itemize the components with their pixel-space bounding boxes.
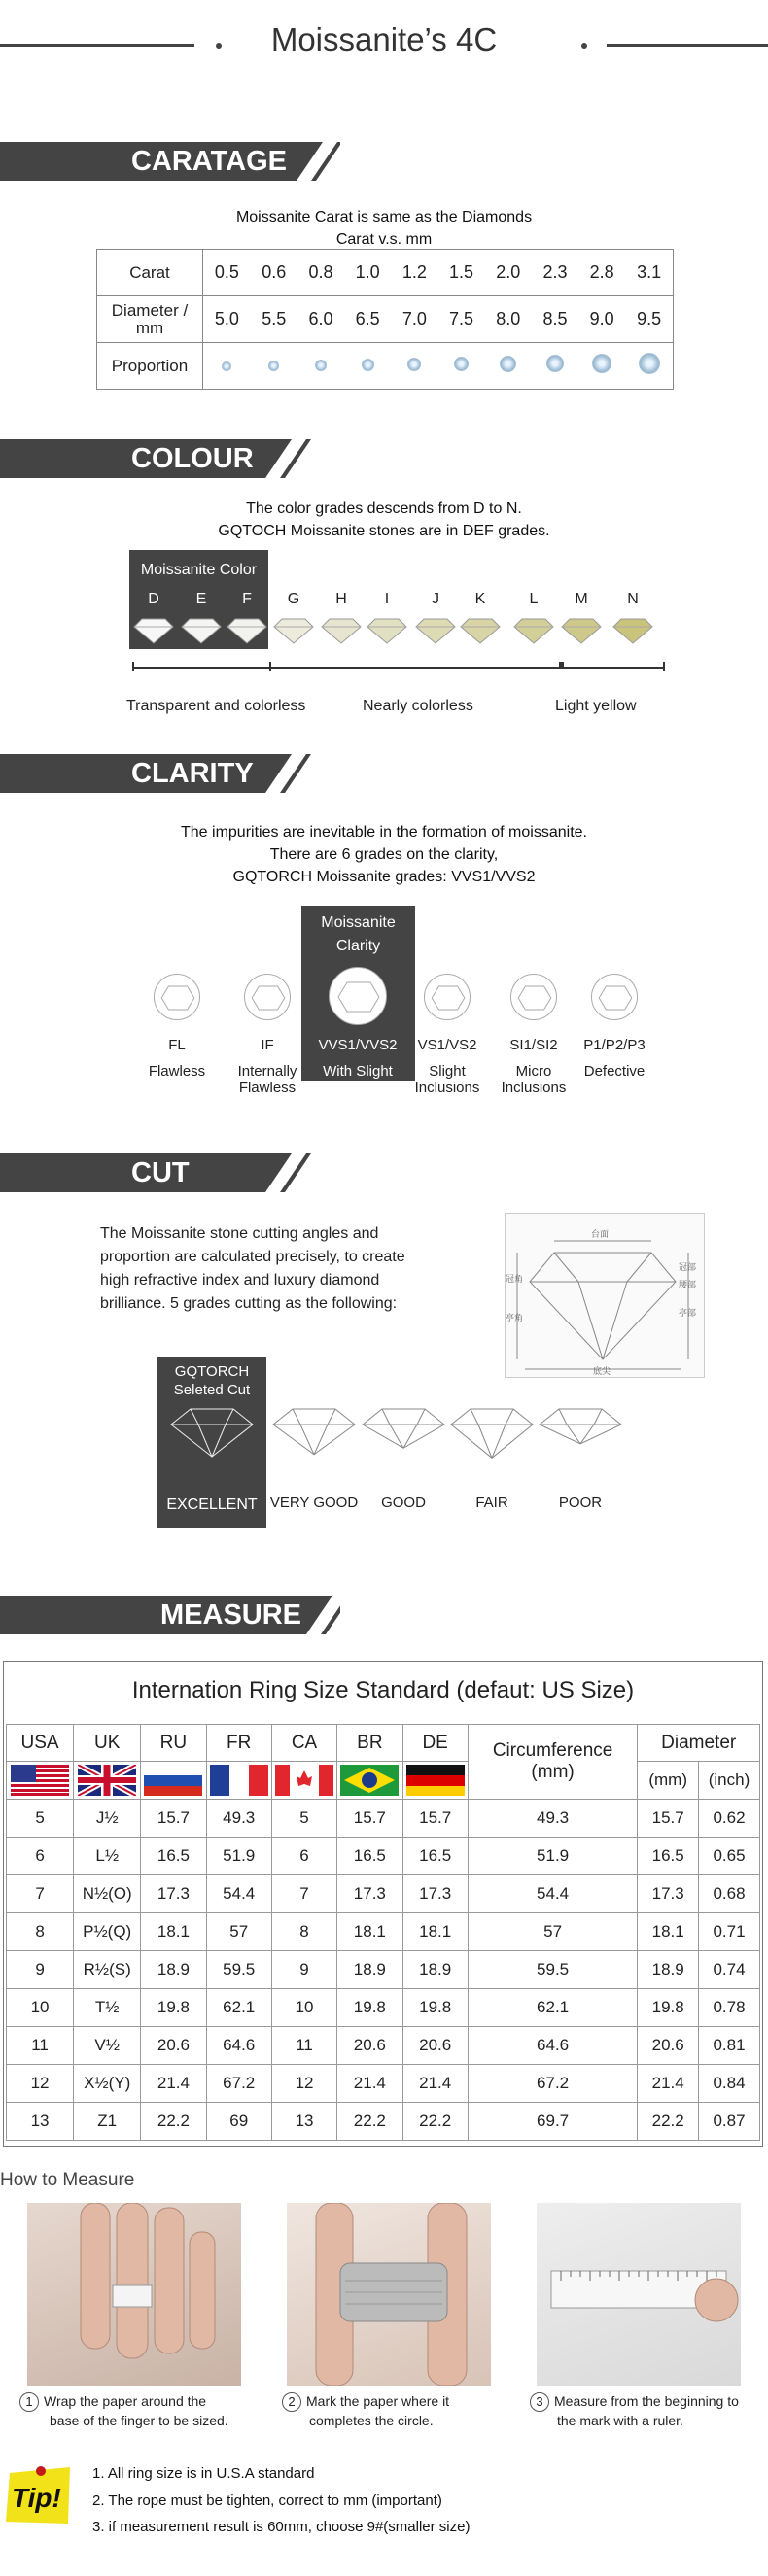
diameter-value: 6.5 (344, 296, 391, 343)
diameter-value: 7.5 (437, 296, 484, 343)
table-row (7, 2065, 760, 2103)
clarity-box-line1: Moissanite (321, 914, 396, 931)
tip-badge-label: Tip! (12, 2483, 61, 2513)
table-cell: 13 (271, 2103, 336, 2141)
table-cell: J½ (74, 1800, 141, 1838)
gem-icon (454, 357, 469, 371)
clarity-grade-desc: Flawless (238, 1080, 297, 1096)
table-cell: 10 (7, 1989, 74, 2027)
header-right-line (607, 44, 768, 47)
diamond-icon (512, 617, 555, 644)
cut-diamond-icon (449, 1407, 535, 1467)
diamond-icon (132, 617, 175, 644)
diameter-value: 9.0 (578, 296, 625, 343)
carat-value: 2.3 (532, 250, 578, 296)
carat-value: 0.6 (251, 250, 297, 296)
table-cell: 0.68 (699, 1875, 760, 1913)
gem-icon (268, 361, 279, 371)
carat-value: 1.5 (437, 250, 484, 296)
moissanite-clarity-label (301, 911, 415, 958)
table-cell: P½(Q) (74, 1913, 141, 1951)
scale-label-light-yellow: Light yellow (555, 698, 637, 714)
clarity-box-line2: Clarity (335, 938, 381, 954)
carat-value: 2.0 (485, 250, 532, 296)
color-grade-m: M (575, 591, 588, 607)
diagram-label-girdle: 腰部 (679, 1280, 697, 1289)
col-subheader-inch: (inch) (699, 1762, 760, 1800)
table-cell: N½(O) (74, 1875, 141, 1913)
table-cell: 0.74 (699, 1951, 760, 1989)
table-cell: 6 (7, 1838, 74, 1875)
color-grade-g: G (287, 591, 300, 607)
ring-size-table (6, 1724, 760, 2141)
clarity-diamond-icon (510, 974, 557, 1020)
table-cell: 51.9 (468, 1838, 638, 1875)
colour-intro-line1: The color grades descends from D to N. (246, 500, 522, 517)
table-row (7, 2027, 760, 2065)
table-cell: 18.9 (141, 1951, 206, 1989)
tip-badge (4, 2465, 74, 2527)
color-grade-e: E (195, 591, 207, 607)
diameter-value: 8.0 (485, 296, 532, 343)
table-cell: 16.5 (141, 1838, 206, 1875)
diameter-value: 5.5 (251, 296, 297, 343)
color-grade-k: K (474, 591, 486, 607)
table-cell: 9 (271, 1951, 336, 1989)
table-cell: 13 (7, 2103, 74, 2141)
color-grade-h: H (335, 591, 347, 607)
cut-grade-label: GOOD (381, 1494, 426, 1511)
table-cell: 18.1 (141, 1913, 206, 1951)
table-cell: 49.3 (468, 1800, 638, 1838)
proportion-row-label: Proportion (97, 343, 203, 390)
clarity-grade-desc: Flawless (148, 1063, 206, 1080)
scale-tick (269, 662, 271, 671)
cut-box-line2: Seleted Cut (173, 1382, 251, 1398)
cut-grade-label: FAIR (475, 1494, 508, 1511)
moissanite-color-label: Moissanite Color (140, 562, 258, 578)
clarity-grade-code: VVS1/VVS2 (318, 1037, 398, 1053)
cut-diamond-icon (361, 1407, 446, 1467)
gem-icon (639, 353, 660, 374)
photo-wrap-finger (27, 2203, 241, 2386)
carat-value: 3.1 (625, 250, 673, 296)
table-cell: 49.3 (206, 1800, 271, 1838)
uk-flag-icon (78, 1765, 136, 1796)
ring-mark-icon (287, 2203, 491, 2386)
proportion-row (97, 343, 674, 390)
diamond-icon (611, 617, 654, 644)
table-row (7, 1838, 760, 1875)
carat-value: 2.8 (578, 250, 625, 296)
clarity-grade-code: VS1/VS2 (417, 1037, 477, 1053)
diamond-icon (226, 617, 268, 644)
carat-intro-line1: Moissanite Carat is same as the Diamonds (235, 209, 533, 225)
canada-flag-icon (275, 1765, 333, 1796)
col-header-uk: UK (74, 1725, 141, 1762)
clarity-diamond-icon (591, 974, 638, 1020)
gem-icon (546, 355, 564, 372)
diagram-label-culet: 底尖 (593, 1366, 611, 1376)
clarity-grade-desc: With Slight (323, 1063, 393, 1080)
table-cell: 0.87 (699, 2103, 760, 2141)
diameter-row (97, 296, 674, 343)
carat-value: 0.8 (297, 250, 344, 296)
cut-intro-line1: The Moissanite stone cutting angles and (100, 1225, 379, 1242)
diameter-value: 8.5 (532, 296, 578, 343)
table-cell: 8 (7, 1913, 74, 1951)
table-cell: 16.5 (402, 1838, 468, 1875)
cut-diamond-icon (538, 1407, 623, 1467)
table-cell: 11 (7, 2027, 74, 2065)
table-cell: R½(S) (74, 1951, 141, 1989)
diamond-icon (366, 617, 408, 644)
cut-grade-label: VERY GOOD (269, 1494, 359, 1511)
ring-size-header-row (7, 1725, 760, 1762)
table-cell: 18.9 (402, 1951, 468, 1989)
col-header-ru: RU (141, 1725, 206, 1762)
clarity-grade-code: P1/P2/P3 (583, 1037, 646, 1053)
how-to-step (19, 2392, 253, 2429)
clarity-banner-label: CLARITY (131, 758, 254, 789)
step-text-line2: the mark with a ruler. (557, 2413, 683, 2428)
table-cell: 22.2 (402, 2103, 468, 2141)
table-cell: 67.2 (206, 2065, 271, 2103)
photo-mark-paper (287, 2203, 491, 2386)
table-cell: 10 (271, 1989, 336, 2027)
table-cell: 7 (7, 1875, 74, 1913)
table-cell: 17.3 (141, 1875, 206, 1913)
table-cell: 15.7 (638, 1800, 699, 1838)
table-cell: 17.3 (638, 1875, 699, 1913)
table-cell: 16.5 (638, 1838, 699, 1875)
table-cell: 62.1 (206, 1989, 271, 2027)
gem-icon (315, 360, 327, 371)
table-cell: 20.6 (337, 2027, 402, 2065)
table-cell: 19.8 (402, 1989, 468, 2027)
gem-icon (592, 354, 611, 373)
scale-label-colorless: Transparent and colorless (126, 698, 306, 714)
scale-tick (132, 662, 134, 671)
table-row (7, 2103, 760, 2141)
cut-box-line1: GQTORCH (174, 1363, 250, 1380)
table-cell: X½(Y) (74, 2065, 141, 2103)
tip-item: 2. The rope must be tighten, correct to mm (important) (92, 2492, 442, 2509)
col-header-de: DE (402, 1725, 468, 1762)
table-cell: 19.8 (141, 1989, 206, 2027)
clarity-grade-desc: Inclusions (414, 1080, 480, 1096)
measure-banner-label: MEASURE (160, 1599, 302, 1631)
table-cell: 18.9 (638, 1951, 699, 1989)
table-cell: 54.4 (206, 1875, 271, 1913)
table-cell: 15.7 (337, 1800, 402, 1838)
tip-item: 3. if measurement result is 60mm, choose 9#(smaller size) (92, 2519, 471, 2535)
col-subheader-mm: (mm) (638, 1762, 699, 1800)
cut-banner (0, 1153, 340, 1192)
colour-banner-label: COLOUR (131, 443, 254, 474)
hand-wrap-icon (27, 2203, 241, 2386)
clarity-grade-desc: Defective (583, 1063, 646, 1080)
diamond-icon (180, 617, 223, 644)
diameter-value: 6.0 (297, 296, 344, 343)
table-cell: 8 (271, 1913, 336, 1951)
table-row (7, 1951, 760, 1989)
table-cell: 12 (271, 2065, 336, 2103)
table-cell: 21.4 (141, 2065, 206, 2103)
table-cell: V½ (74, 2027, 141, 2065)
diagram-label-pavilion: 亭部 (679, 1308, 697, 1318)
clarity-intro-line1: The impurities are inevitable in the formation of moissanite. (181, 824, 587, 841)
diamond-icon (272, 617, 315, 644)
cut-diamond-icon (271, 1407, 357, 1467)
clarity-grade-code: FL (168, 1037, 186, 1053)
measure-banner (0, 1596, 340, 1634)
table-cell: 54.4 (468, 1875, 638, 1913)
table-cell: 51.9 (206, 1838, 271, 1875)
ring-size-table-title: Internation Ring Size Standard (defaut: US Size) (131, 1677, 635, 1703)
usa-flag-icon (11, 1765, 69, 1796)
diameter-value: 9.5 (625, 296, 673, 343)
table-cell: 7 (271, 1875, 336, 1913)
table-cell: 22.2 (337, 2103, 402, 2141)
table-cell: 11 (271, 2027, 336, 2065)
table-cell: 17.3 (337, 1875, 402, 1913)
table-cell: 64.6 (468, 2027, 638, 2065)
how-to-step (282, 2392, 506, 2429)
diameter-row-label: Diameter / mm (97, 296, 203, 343)
table-cell: 0.62 (699, 1800, 760, 1838)
gem-icon (222, 361, 231, 371)
diamond-icon (320, 617, 363, 644)
colour-intro-line2: GQTOCH Moissanite stones are in DEF grades. (218, 523, 550, 539)
table-cell: 20.6 (638, 2027, 699, 2065)
header-left-line (0, 44, 194, 47)
table-cell: 0.71 (699, 1913, 760, 1951)
carat-value: 1.2 (391, 250, 437, 296)
col-header-diameter: Diameter (638, 1725, 760, 1762)
table-cell: 18.1 (638, 1913, 699, 1951)
table-cell: 57 (468, 1913, 638, 1951)
cut-diagram (505, 1213, 705, 1378)
table-row (7, 1913, 760, 1951)
table-cell: 0.81 (699, 2027, 760, 2065)
table-cell: 15.7 (141, 1800, 206, 1838)
step-text-line2: completes the circle. (309, 2413, 434, 2428)
carat-row-label: Carat (97, 250, 203, 296)
table-cell: 12 (7, 2065, 74, 2103)
cut-intro-line3: high refractive index and luxury diamond (100, 1272, 380, 1288)
gem-icon (500, 356, 516, 372)
carat-table (96, 249, 674, 390)
cut-intro (100, 1222, 470, 1316)
table-cell: 5 (271, 1800, 336, 1838)
header-right-dot (581, 43, 587, 49)
step-text-line1: Mark the paper where it (306, 2393, 450, 2409)
diamond-icon (414, 617, 457, 644)
clarity-banner (0, 754, 340, 793)
table-cell: 57 (206, 1913, 271, 1951)
step-text-line1: Wrap the paper around the (44, 2393, 207, 2409)
scale-label-nearly-colorless: Nearly colorless (363, 698, 473, 714)
carat-intro (141, 206, 627, 251)
table-row (7, 1989, 760, 2027)
table-cell: 21.4 (402, 2065, 468, 2103)
photo-measure-ruler (537, 2203, 741, 2386)
tip-item: 1. All ring size is in U.S.A standard (92, 2465, 315, 2482)
step-text-line1: Measure from the beginning to (554, 2393, 739, 2409)
table-cell: 6 (271, 1838, 336, 1875)
table-cell: 0.65 (699, 1838, 760, 1875)
header-left-dot (216, 43, 222, 49)
clarity-grade-desc: Micro (515, 1063, 552, 1080)
page-title: Moissanite’s 4C (270, 21, 498, 57)
color-grade-j: J (432, 591, 439, 607)
step-number: 2 (282, 2392, 301, 2412)
table-cell: 16.5 (337, 1838, 402, 1875)
clarity-grade-desc: Slight (429, 1063, 466, 1080)
clarity-intro-line3: GQTORCH Moissanite grades: VVS1/VVS2 (232, 869, 536, 885)
clarity-diamond-icon (424, 974, 471, 1020)
color-grade-d: D (148, 591, 159, 607)
diagram-label-crown: 冠部 (679, 1262, 697, 1272)
table-cell: 19.8 (638, 1989, 699, 2027)
clarity-diamond-icon (154, 974, 200, 1020)
carat-value: 1.0 (344, 250, 391, 296)
ruler-icon (537, 2203, 741, 2386)
germany-flag-icon (406, 1765, 465, 1796)
france-flag-icon (210, 1765, 268, 1796)
table-cell: 59.5 (206, 1951, 271, 1989)
table-cell: 19.8 (337, 1989, 402, 2027)
table-cell: 67.2 (468, 2065, 638, 2103)
clarity-intro (117, 821, 651, 888)
table-cell: 62.1 (468, 1989, 638, 2027)
table-cell: 9 (7, 1951, 74, 1989)
table-cell: T½ (74, 1989, 141, 2027)
col-header-fr: FR (206, 1725, 271, 1762)
table-cell: 22.2 (638, 2103, 699, 2141)
table-cell: 20.6 (402, 2027, 468, 2065)
carat-intro-line2: Carat v.s. mm (335, 231, 433, 248)
table-cell: 0.84 (699, 2065, 760, 2103)
gqtorch-cut-label (157, 1362, 266, 1399)
table-cell: 18.9 (337, 1951, 402, 1989)
carat-value: 0.5 (203, 250, 251, 296)
table-cell: 15.7 (402, 1800, 468, 1838)
table-cell: 64.6 (206, 2027, 271, 2065)
table-cell: 22.2 (141, 2103, 206, 2141)
diagram-label-pavilion-angle: 亭角 (506, 1313, 524, 1322)
diamond-icon (560, 617, 603, 644)
table-cell: 0.78 (699, 1989, 760, 2027)
gem-icon (407, 358, 421, 371)
ring-size-flag-row (7, 1762, 760, 1800)
table-row (7, 1800, 760, 1838)
ring-size-rows (7, 1800, 760, 2141)
colour-banner (0, 439, 340, 478)
step-text-line2: base of the finger to be sized. (50, 2413, 228, 2428)
clarity-grade-code: SI1/SI2 (509, 1037, 558, 1053)
table-cell: 21.4 (638, 2065, 699, 2103)
step-number: 1 (19, 2392, 39, 2412)
table-cell: 18.1 (337, 1913, 402, 1951)
gem-icon (362, 359, 374, 371)
col-header-br: BR (337, 1725, 402, 1762)
col-header-ca: CA (271, 1725, 336, 1762)
scale-tick (559, 662, 564, 667)
table-cell: L½ (74, 1838, 141, 1875)
diagram-label-crown-angle: 冠角 (506, 1274, 524, 1284)
cut-intro-line2: proportion are calculated precisely, to create (100, 1249, 405, 1265)
carat-row (97, 250, 674, 296)
table-cell: 18.1 (402, 1913, 468, 1951)
diameter-value: 7.0 (391, 296, 437, 343)
cut-grade-label: EXCELLENT (166, 1496, 258, 1513)
diagram-label-table: 台面 (591, 1229, 610, 1239)
table-cell: 5 (7, 1800, 74, 1838)
diamond-icon (459, 617, 502, 644)
clarity-diamond-icon (244, 974, 291, 1020)
clarity-intro-line2: There are 6 grades on the clarity, (269, 846, 499, 863)
diameter-value: 5.0 (203, 296, 251, 343)
color-grade-n: N (627, 591, 639, 607)
table-cell: Z1 (74, 2103, 141, 2141)
color-scale-line (132, 667, 665, 669)
color-grade-f: F (242, 591, 252, 607)
col-header-circumference: Circumference (mm) (468, 1725, 638, 1800)
color-grade-l: L (529, 591, 539, 607)
step-number: 3 (530, 2392, 549, 2412)
cut-intro-line4: brilliance. 5 grades cutting as the following: (100, 1295, 398, 1312)
table-cell: 21.4 (337, 2065, 402, 2103)
table-cell: 69.7 (468, 2103, 638, 2141)
clarity-grade-code: IF (261, 1037, 274, 1053)
russia-flag-icon (144, 1765, 202, 1796)
table-cell: 59.5 (468, 1951, 638, 1989)
cut-diamond-icon (169, 1407, 255, 1467)
col-header-usa: USA (7, 1725, 74, 1762)
table-cell: 20.6 (141, 2027, 206, 2065)
colour-intro (141, 498, 627, 542)
scale-tick (663, 662, 665, 671)
clarity-grade-desc: Internally (237, 1063, 297, 1080)
caratage-banner (0, 142, 340, 181)
clarity-diamond-icon (329, 967, 387, 1025)
table-row (7, 1875, 760, 1913)
caratage-banner-label: CARATAGE (131, 146, 288, 177)
how-to-measure-title: How to Measure (0, 2170, 135, 2190)
cut-grade-label: POOR (558, 1494, 603, 1511)
clarity-grade-desc: Inclusions (501, 1080, 567, 1096)
color-grade-i: I (384, 591, 390, 607)
how-to-step (530, 2392, 768, 2429)
table-cell: 17.3 (402, 1875, 468, 1913)
cut-banner-label: CUT (131, 1157, 190, 1188)
brazil-flag-icon (340, 1765, 399, 1796)
table-cell: 69 (206, 2103, 271, 2141)
